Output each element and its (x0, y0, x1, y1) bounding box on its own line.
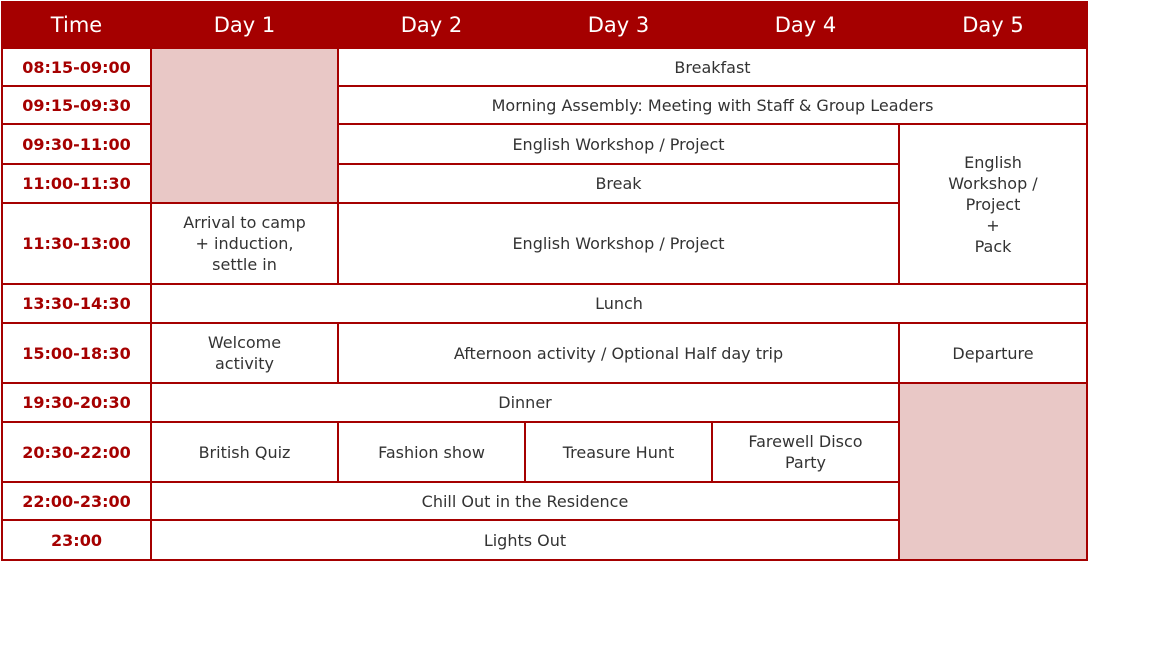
activity-cell: Arrival to camp + induction, settle in (151, 203, 338, 284)
time-cell: 13:30-14:30 (2, 284, 151, 323)
header-day-1: Day 1 (151, 2, 338, 48)
activity-cell: English Workshop / Project (338, 203, 899, 284)
time-cell: 20:30-22:00 (2, 422, 151, 482)
activity-cell: British Quiz (151, 422, 338, 482)
time-cell: 15:00-18:30 (2, 323, 151, 383)
header-day-5: Day 5 (899, 2, 1087, 48)
activity-cell: Farewell Disco Party (712, 422, 899, 482)
activity-cell: Lights Out (151, 520, 899, 560)
table-row (2, 323, 1087, 383)
time-cell: 11:30-13:00 (2, 203, 151, 284)
table-row (2, 48, 1087, 86)
empty-cell (151, 48, 338, 203)
header-day-2: Day 2 (338, 2, 525, 48)
time-cell: 22:00-23:00 (2, 482, 151, 520)
time-cell: 11:00-11:30 (2, 164, 151, 203)
activity-cell: Fashion show (338, 422, 525, 482)
time-cell: 09:15-09:30 (2, 86, 151, 124)
activity-cell: Morning Assembly: Meeting with Staff & Group Leaders (338, 86, 1087, 124)
header-row (2, 2, 1087, 48)
activity-cell: English Workshop / Project + Pack (899, 124, 1087, 284)
activity-cell: Break (338, 164, 899, 203)
header-day-4: Day 4 (712, 2, 899, 48)
activity-cell: Lunch (151, 284, 1087, 323)
time-cell: 23:00 (2, 520, 151, 560)
activity-cell: Treasure Hunt (525, 422, 712, 482)
schedule-table (1, 1, 1088, 561)
table-row (2, 383, 1087, 422)
table-row (2, 284, 1087, 323)
activity-cell: Departure (899, 323, 1087, 383)
empty-cell (899, 383, 1087, 560)
activity-cell: Chill Out in the Residence (151, 482, 899, 520)
activity-cell: Breakfast (338, 48, 1087, 86)
time-cell: 08:15-09:00 (2, 48, 151, 86)
activity-cell: Dinner (151, 383, 899, 422)
header-time: Time (2, 2, 151, 48)
activity-cell: Afternoon activity / Optional Half day trip (338, 323, 899, 383)
time-cell: 09:30-11:00 (2, 124, 151, 164)
activity-cell: Welcome activity (151, 323, 338, 383)
activity-cell: English Workshop / Project (338, 124, 899, 164)
header-day-3: Day 3 (525, 2, 712, 48)
time-cell: 19:30-20:30 (2, 383, 151, 422)
